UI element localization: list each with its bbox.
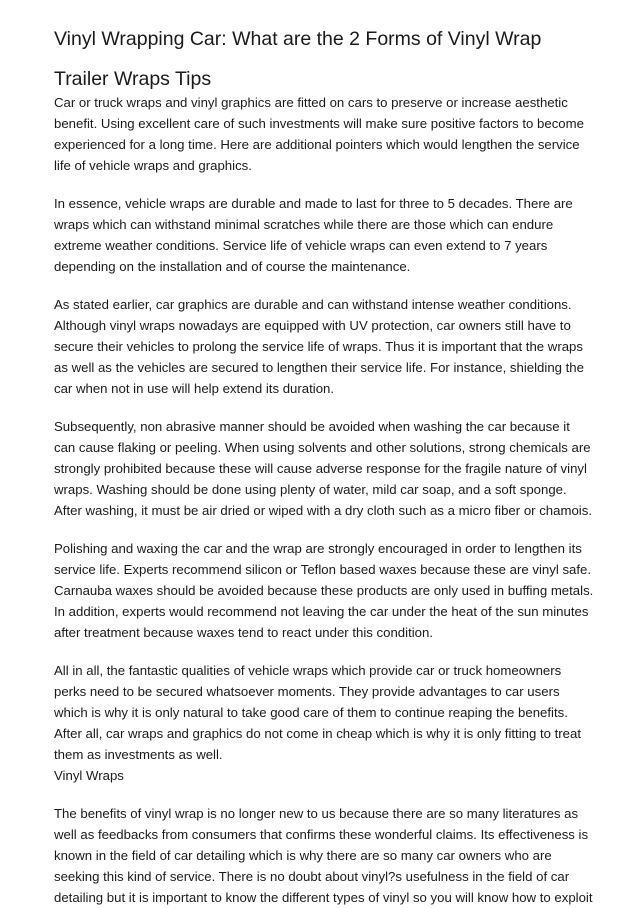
paragraph-3: As stated earlier, car graphics are durable and can withstand intense weather conditions. Although vinyl wraps nowadays are equipped with UV protection, car owners still have to secure their vehicles to prolong the service life of wraps. Thus it is important that the wraps as well as the vehicles are secured to lengthen their service life. For instance, shielding the car when not in use will help extend its duration. — [54, 297, 584, 396]
paragraph-4: Subsequently, non abrasive manner should be avoided when washing the car because it can cause flaking or peeling. When using solvents and other solutions, strong chemicals are strongly prohibited because these will cause adverse response for the fragile nature of vinyl wraps. Washing should be done using plenty of water, mild car soap, and a soft sponge. After washing, it must be air dried or wiped with a dry cloth such as a micro fiber or chamois. — [54, 419, 592, 518]
paragraph-1: Car or truck wraps and vinyl graphics are fitted on cars to preserve or increase aesthetic benefit. Using excellent care of such investments will make sure positive factors to become experienced for a long time. Here are additional pointers which would lengthen the service life of vehicle wraps and graphics. — [54, 95, 584, 173]
final-paragraph: The benefits of vinyl wrap is no longer new to us because there are so many literatures as well as feedbacks from consumers that confirms these wonderful claims. Its effectiveness is known in the field of car detailing which is why there are so many car owners who are seeking this kind of service. There is no doubt about vinyl?s usefulness in the field of car detailing but it is important to know the different types of vinyl so you will know how to exploit — [54, 806, 593, 905]
document-page — [54, 26, 594, 908]
paragraph-5: Polishing and waxing the car and the wrap are strongly encouraged in order to lengthen its service life. Experts recommend silicon or Teflon based waxes because these are vinyl safe. Carnauba waxes should be avoided because these products are only used in buffing metals. In addition, experts would recommend not leaving the car under the heat of the sun minutes after treatment because waxes tend to react under this condition. — [54, 541, 594, 640]
section-label: Vinyl Wraps — [54, 768, 124, 783]
paragraph-6: All in all, the fantastic qualities of vehicle wraps which provide car or truck homeowners perks need to be secured whatsoever moments. They provide advantages to car users which is why it is only natural to take good care of them to continue reaping the benefits. After all, car wraps and graphics do not come in cheap which is why it is only fitting to treat them as investments as well. — [54, 663, 582, 762]
document-title: Vinyl Wrapping Car: What are the 2 Forms of Vinyl Wrap — [54, 28, 542, 50]
paragraph-2: In essence, vehicle wraps are durable and made to last for three to 5 decades. There are wraps which can withstand minimal scratches while there are those which can endure extreme weather conditions. Service life of vehicle wraps can even extend to 7 years depending on the installation and of course the maintenance. — [54, 196, 573, 274]
document-subtitle: Trailer Wraps Tips — [54, 68, 212, 90]
